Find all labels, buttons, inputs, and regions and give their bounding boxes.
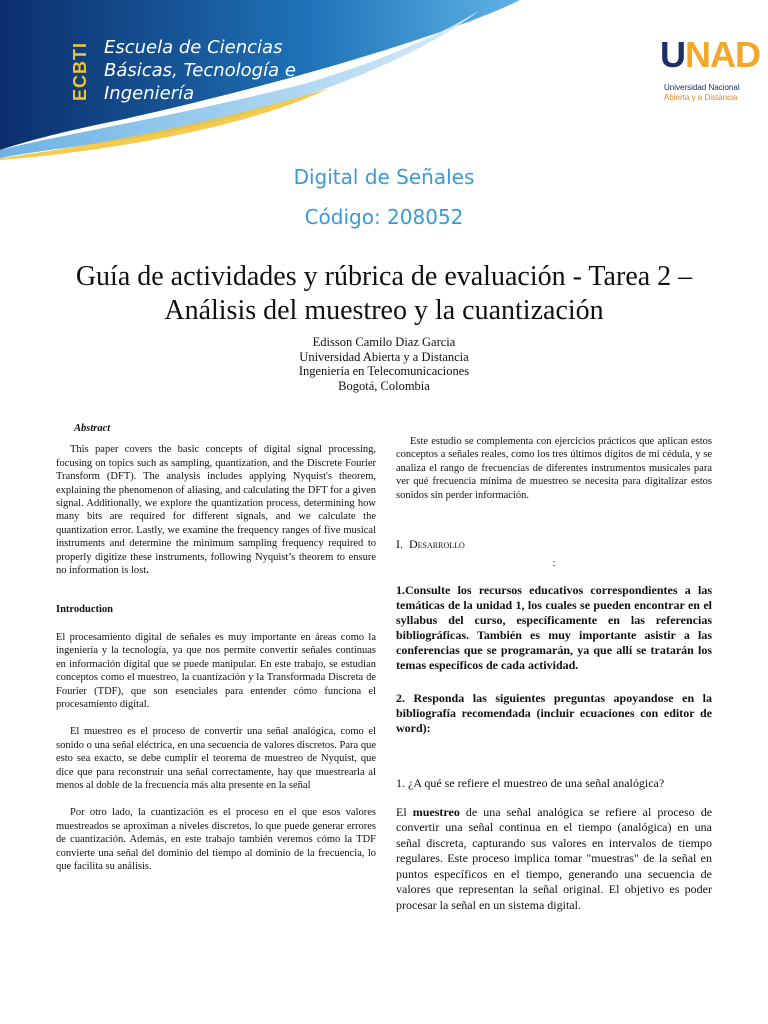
intro-paragraph: Este estudio se complementa con ejercicios prácticos que aplican estos conceptos a señales reales, como los tres últimos dígitos de mi cédula, y se analiza el rango de frecuencias de diferentes instrumentos musicales para ver qué frecuencia mínima de muestreo se necesita para digitalizar estos sonidos sin perder información. [396,436,712,501]
author-block [0,335,768,393]
colon-mark: : [552,558,556,570]
ecbti-side-label: ECBTI [70,42,90,102]
document-title: Guía de actividades y rúbrica de evaluación - Tarea 2 – Análisis del muestreo y la cuantización [75,261,693,326]
introduction-heading: Introduction [56,604,113,616]
author-program: Ingeniería en Telecomunicaciones [298,364,470,378]
intro-paragraph: El procesamiento digital de señales es muy importante en áreas como la ingeniería y la tecnología, ya que nos permite convertir señales continuas en información digital que se puede manipular. En este trabajo, se estudian conceptos como el muestreo, la cuantización y la Transformada Discreta de Fourier (TDF), que son esenciales para entender cómo funciona el procesamiento digital. [56,631,376,710]
header-banner [0,0,768,160]
intro-paragraph: El muestreo es el proceso de convertir una señal analógica, como el sonido o una señal eléctrica, en una secuencia de valores discretos. Para que esto sea exacto, se debe cumplir el teorema de muestreo de Nyquist, que dice que para reconstruir una señal correctamente, hay que muestrearla al menos al doble de la frecuencia más alta presente en la señal [56,726,376,791]
question-one: 1.Consulte los recursos educativos correspondientes a las temáticas de la unidad 1, los cuales se pueden encontrar en el syllabus del curso, específicamente en las referencias bibliográficas. También es muy importante asistir a las conferencias que se programarán, ya que allí se tratarán los temas específicos de cada actividad. [396,582,712,672]
answer-paragraph: El muestreo de una señal analógica se refiere al proceso de convertir una señal continua en el tiempo (analógica) en una señal discreta, capturando sus valores en intervalos de tiempo regulares. Este proceso implica tomar "muestras" de la señal en puntos específicos en el tiempo, generando una secuencia de valores que representan la señal original. El objetivo es poder procesar la señal en un sistema digital. [396,804,713,912]
intro-paragraph: Por otro lado, la cuantización es el proceso en el que esos valores muestreados se aproximan a niveles discretos, lo que puede generar errores de cuantización. Además, en este trabajo también veremos cómo la TDF convierte una señal del dominio del tiempo al dominio de la frecuencia, lo que facilita su análisis. [56,807,376,872]
right-column [396,435,712,913]
school-line: Básicas, Tecnología e [104,60,296,81]
author-location: Bogotá, Colombia [338,378,430,393]
author-affiliation: Universidad Abierta y a Distancia [299,349,469,364]
school-line: Ingeniería [104,83,195,104]
unad-wordmark: UNAD [660,34,760,75]
course-code: Código: 208052 [304,205,464,229]
sub-question: 1. ¿A qué se refiere el muestreo de una señal analógica? [396,775,665,790]
section-heading: I. Desarrollo [396,537,465,552]
abstract-heading: Abstract [74,423,111,434]
left-column [56,422,376,887]
author-name: Edisson Camilo Diaz Garcia [312,335,456,349]
unad-subtitle: Universidad Nacional Abierta y a Distancia [664,83,740,102]
school-name [104,36,296,105]
unad-logo [660,28,760,108]
question-two: 2. Responda las siguientes preguntas apoyandose en la bibliografía recomendada (incluir ecuaciones con editor de word): [396,690,712,735]
abstract-text: This paper covers the basic concepts of digital signal processing, focusing on topics such as sampling, quantization, and the Discrete Fourier Transform (DFT). The analysis includes applying Nyquist's theorem, explaining the phenomenon of aliasing, and calculating the DFT for a given signal. Additionally, we explore the quantization process, determining how many bits are required for different signals, and we calculate the quantization error. Lastly, we examine the frequency ranges of five musical instruments and determine the minimum sampling frequency required to properly digitize these instruments, following Nyquist’s theorem to ensure no information is lost. [56,444,376,577]
course-name: Digital de Señales [293,165,475,189]
school-line: Escuela de Ciencias [104,37,283,58]
